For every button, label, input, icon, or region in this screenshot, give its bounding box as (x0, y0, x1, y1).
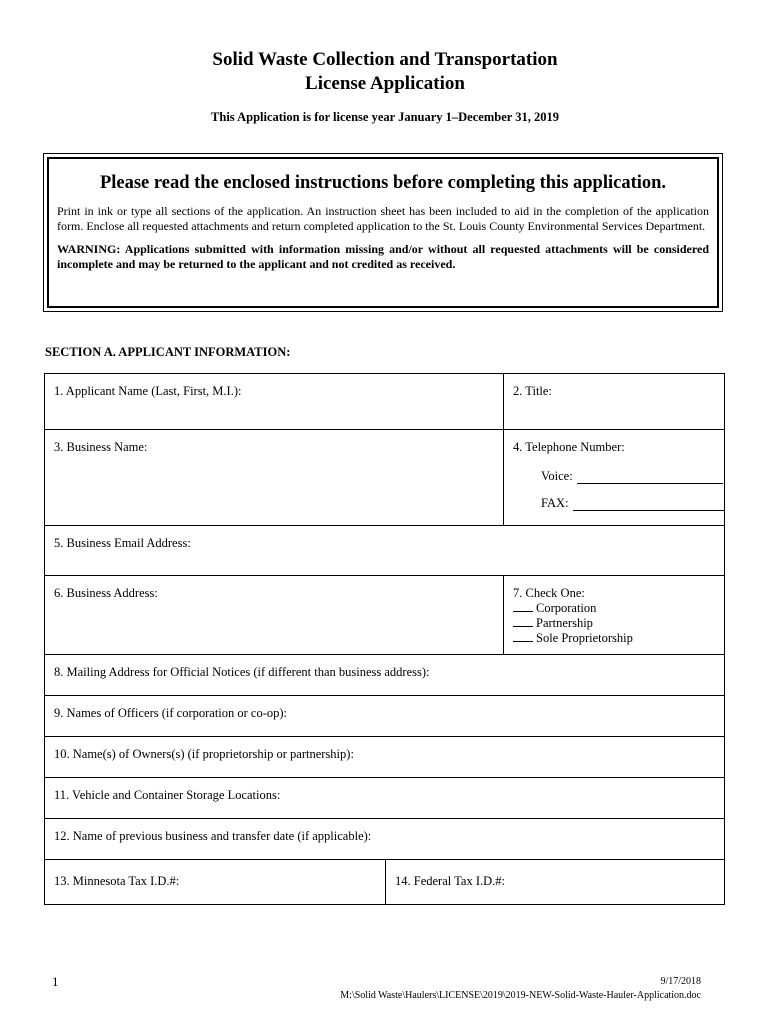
instructions-notice-inner (47, 157, 719, 308)
title-label: 2. Title: (513, 384, 552, 398)
applicant-name-label: 1. Applicant Name (Last, First, M.I.): (54, 384, 242, 398)
business-address-field[interactable] (45, 576, 504, 655)
sole-proprietorship-blank[interactable] (513, 631, 533, 642)
partnership-blank[interactable] (513, 616, 533, 627)
notice-heading: Please read the enclosed instructions before completing this application. (99, 173, 667, 193)
corporation-label: Corporation (536, 601, 597, 615)
business-name-label: 3. Business Name: (54, 440, 148, 454)
owners-label: 10. Name(s) of Owners(s) (if proprietorship or partnership): (54, 747, 354, 761)
entity-type-field (504, 576, 725, 655)
page-number: 1 (52, 974, 59, 989)
voice-line[interactable] (513, 469, 724, 484)
business-name-field[interactable] (45, 430, 504, 526)
corporation-blank[interactable] (513, 601, 533, 612)
officers-field[interactable] (45, 696, 725, 737)
storage-locations-field[interactable] (45, 778, 725, 819)
owners-field[interactable] (45, 737, 725, 778)
title-field[interactable] (504, 374, 725, 430)
section-a-heading: SECTION A. APPLICANT INFORMATION: (45, 345, 291, 359)
business-email-field[interactable] (45, 526, 725, 576)
voice-input-rule[interactable] (577, 471, 723, 484)
instructions-notice-box (43, 153, 723, 312)
previous-business-field[interactable] (45, 819, 725, 860)
storage-locations-label: 11. Vehicle and Container Storage Locations: (54, 788, 281, 802)
document-title (0, 48, 770, 96)
officers-label: 9. Names of Officers (if corporation or co-op): (54, 706, 288, 720)
title-line-1: Solid Waste Collection and Transportation (212, 49, 558, 70)
previous-business-label: 12. Name of previous business and transfer date (if applicable): (54, 829, 372, 843)
license-year-subtitle: This Application is for license year January 1–December 31, 2019 (211, 110, 559, 124)
mailing-address-field[interactable] (45, 655, 725, 696)
sole-proprietorship-label: Sole Proprietorship (536, 631, 633, 645)
check-one-label: 7. Check One: (513, 586, 585, 600)
partnership-label: Partnership (536, 616, 593, 630)
fax-line[interactable] (513, 496, 724, 511)
notice-warning: WARNING: Applications submitted with information missing and/or without all requested attachments will be considered incomplete and may be returned to the applicant and not credited as received. (57, 242, 709, 271)
footer-file-path: M:\Solid Waste\Haulers\LICENSE\2019\2019-NEW-Solid-Waste-Hauler-Application.doc (340, 990, 701, 1001)
federal-tax-id-field[interactable] (386, 860, 725, 905)
applicant-info-form (44, 373, 725, 905)
mn-tax-id-label: 13. Minnesota Tax I.D.#: (54, 874, 180, 888)
mailing-address-label: 8. Mailing Address for Official Notices (if different than business address): (54, 665, 430, 679)
title-line-2: License Application (305, 73, 465, 94)
voice-label: Voice: (541, 469, 573, 483)
option-corporation[interactable] (513, 601, 724, 616)
notice-body: Print in ink or type all sections of the application. An instruction sheet has been included to aid in the completion of the application form. Enclose all requested attachments and return completed application to the St. Louis County Environmental Services Department. (57, 204, 709, 233)
footer-date: 9/17/2018 (660, 976, 701, 987)
option-sole-proprietorship[interactable] (513, 631, 724, 646)
fax-label: FAX: (541, 496, 569, 510)
mn-tax-id-field[interactable] (45, 860, 386, 905)
option-partnership[interactable] (513, 616, 724, 631)
telephone-label: 4. Telephone Number: (513, 440, 625, 454)
business-email-label: 5. Business Email Address: (54, 536, 191, 550)
telephone-field (504, 430, 725, 526)
fax-input-rule[interactable] (573, 498, 724, 511)
business-address-label: 6. Business Address: (54, 586, 158, 600)
federal-tax-id-label: 14. Federal Tax I.D.#: (395, 874, 505, 888)
applicant-name-field[interactable] (45, 374, 504, 430)
